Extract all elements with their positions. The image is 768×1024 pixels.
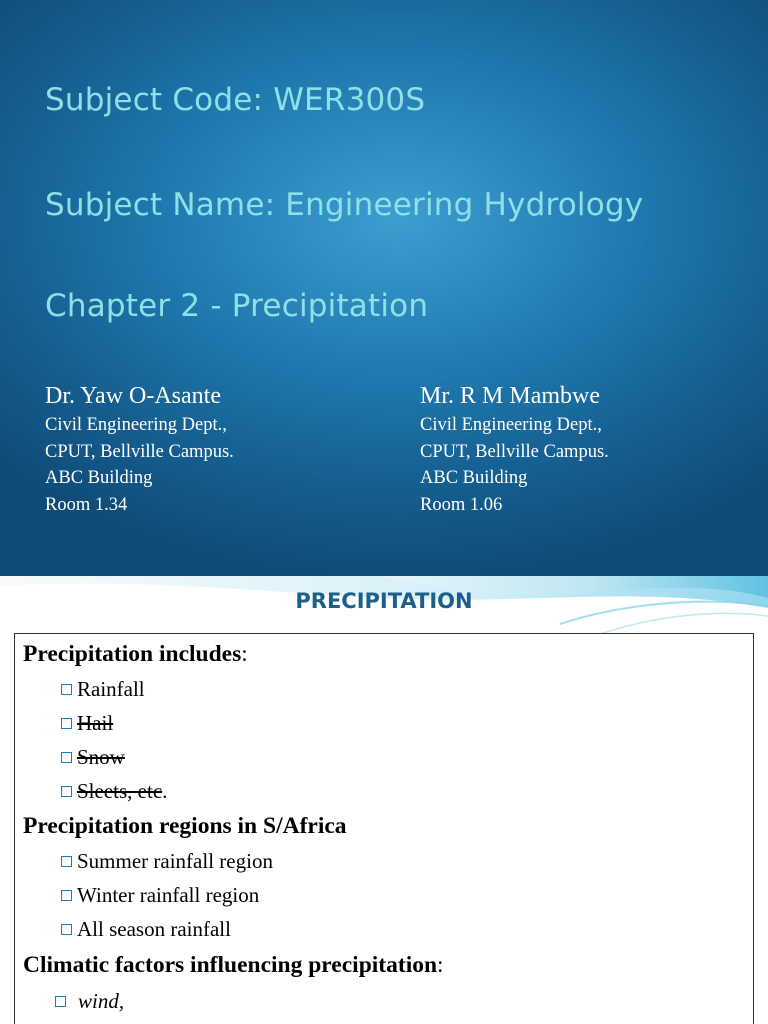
heading-text: Climatic factors influencing precipitation (23, 952, 438, 978)
subject-code-title: Subject Code: WER300S (45, 82, 426, 118)
author-dept: Civil Engineering Dept., (45, 415, 227, 435)
author-dept: Civil Engineering Dept., (420, 415, 602, 435)
list-item: Summer rainfall region (61, 849, 273, 874)
author-campus: CPUT, Bellville Campus. (45, 441, 234, 462)
list-item: wind, (55, 989, 124, 1014)
author-name: Dr. Yaw O-Asante (45, 383, 221, 409)
heading-colon: : (241, 641, 248, 667)
list-item-struck: Snow (61, 745, 125, 770)
square-bullet-icon (61, 786, 72, 797)
square-bullet-icon (61, 890, 72, 901)
item-suffix: . (162, 779, 168, 803)
square-bullet-icon (61, 684, 72, 695)
author-room: Room 1.34 (45, 494, 128, 515)
square-bullet-icon (61, 924, 72, 935)
heading-colon: : (437, 952, 444, 978)
author-name: Mr. R M Mambwe (420, 383, 600, 409)
author-block-left (45, 380, 385, 518)
author-building: ABC Building (420, 468, 528, 488)
chapter-title: Chapter 2 - Precipitation (45, 288, 429, 324)
content-slide (0, 576, 768, 1024)
subject-name-title: Subject Name: Engineering Hydrology (45, 187, 644, 223)
slide-title: PRECIPITATION (295, 589, 473, 613)
square-bullet-icon (61, 718, 72, 729)
section-heading-regions: Precipitation regions in S/Africa (23, 813, 347, 839)
section-heading-includes (23, 641, 248, 668)
square-bullet-icon (55, 996, 66, 1007)
heading-text: Precipitation includes (23, 641, 242, 667)
square-bullet-icon (61, 752, 72, 763)
list-item: Winter rainfall region (61, 883, 259, 908)
section-heading-climatic (23, 952, 444, 979)
list-item: Rainfall (61, 677, 145, 702)
content-box (14, 633, 754, 1024)
author-room: Room 1.06 (420, 494, 503, 515)
list-item-struck: Sleets, etc. (61, 779, 167, 804)
square-bullet-icon (61, 856, 72, 867)
author-campus: CPUT, Bellville Campus. (420, 441, 609, 462)
author-building: ABC Building (45, 468, 153, 488)
list-item-struck: Hail (61, 711, 113, 736)
list-item: All season rainfall (61, 917, 231, 942)
author-block-right (420, 380, 760, 518)
